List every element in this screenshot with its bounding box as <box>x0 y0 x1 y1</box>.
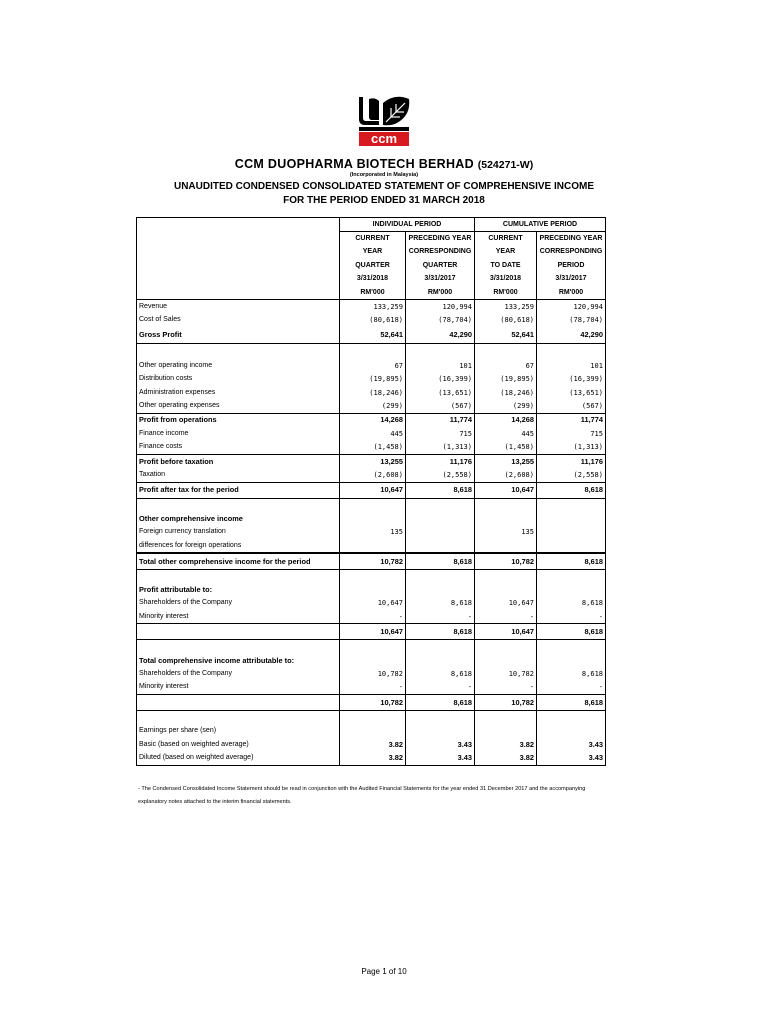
value-cell <box>475 498 537 512</box>
value-cell: 14,268 <box>340 413 406 427</box>
value-cell: - <box>406 610 475 624</box>
value-cell <box>537 711 606 725</box>
column-header-cell: CORRESPONDING <box>537 246 606 259</box>
incorporation-note: (Incorporated in Malaysia) <box>349 172 419 178</box>
income-statement-table <box>136 217 606 766</box>
column-header-cell: 3/31/2017 <box>537 273 606 286</box>
table-row <box>137 440 606 454</box>
value-cell: 10,782 <box>340 695 406 711</box>
row-label: Taxation <box>137 468 340 482</box>
value-cell: 101 <box>406 359 475 372</box>
value-cell: 3.43 <box>406 738 475 751</box>
header-blank-cell <box>137 273 340 286</box>
table-row <box>137 343 606 359</box>
table-row <box>137 373 606 386</box>
value-cell <box>340 725 406 738</box>
value-cell: 120,994 <box>406 300 475 314</box>
value-cell: 133,259 <box>340 300 406 314</box>
value-cell: 715 <box>406 427 475 440</box>
value-cell: 8,618 <box>537 667 606 680</box>
column-header-cell: PRECEDING YEAR <box>406 232 475 246</box>
row-label: Other comprehensive income <box>137 512 340 525</box>
value-cell: 445 <box>340 427 406 440</box>
table-row <box>137 751 606 765</box>
value-cell: 3.82 <box>340 751 406 765</box>
value-cell: - <box>406 681 475 695</box>
header-blank-cell <box>137 218 340 232</box>
value-cell: 8,618 <box>406 624 475 640</box>
value-cell: 10,782 <box>475 553 537 569</box>
value-cell: 3.82 <box>475 751 537 765</box>
page-number: Page 1 of 10 <box>361 967 407 976</box>
column-header-cell: YEAR <box>340 246 406 259</box>
column-header-cell: CORRESPONDING <box>406 246 475 259</box>
value-cell: 133,259 <box>475 300 537 314</box>
value-cell: 8,618 <box>406 695 475 711</box>
value-cell <box>475 539 537 553</box>
table-row <box>137 259 606 272</box>
value-cell: (18,246) <box>340 386 406 399</box>
value-cell: 10,647 <box>340 597 406 610</box>
column-header-cell: 3/31/2018 <box>475 273 537 286</box>
value-cell <box>340 640 406 654</box>
table-row <box>137 553 606 569</box>
value-cell <box>406 640 475 654</box>
table-row <box>137 386 606 399</box>
column-header-cell: TO DATE <box>475 259 537 272</box>
row-label: Shareholders of the Company <box>137 597 340 610</box>
value-cell: 10,647 <box>475 597 537 610</box>
row-label: Total comprehensive income attributable to: <box>137 654 340 667</box>
value-cell <box>537 725 606 738</box>
value-cell <box>340 343 406 359</box>
column-header-cell: CURRENT <box>340 232 406 246</box>
statement-title: UNAUDITED CONDENSED CONSOLIDATED STATEMENT OF COMPREHENSIVE INCOME <box>173 181 594 192</box>
value-cell: (18,246) <box>475 386 537 399</box>
value-cell <box>475 512 537 525</box>
value-cell <box>406 343 475 359</box>
table-row <box>137 286 606 300</box>
row-label <box>137 343 340 359</box>
header-blank-cell <box>137 232 340 246</box>
value-cell: (78,704) <box>406 314 475 327</box>
value-cell: (2,558) <box>537 468 606 482</box>
table-row <box>137 454 606 468</box>
table-row <box>137 273 606 286</box>
value-cell: (2,558) <box>406 468 475 482</box>
table-row <box>137 468 606 482</box>
value-cell: 10,647 <box>475 624 537 640</box>
row-label <box>137 640 340 654</box>
column-header-cell: YEAR <box>475 246 537 259</box>
row-label: Cost of Sales <box>137 314 340 327</box>
table-row <box>137 624 606 640</box>
value-cell: (1,458) <box>475 440 537 454</box>
header-blank-cell <box>137 259 340 272</box>
value-cell <box>475 569 537 583</box>
table-row <box>137 327 606 343</box>
value-cell <box>475 725 537 738</box>
value-cell: 10,647 <box>340 482 406 498</box>
table-row <box>137 399 606 413</box>
value-cell: (2,608) <box>475 468 537 482</box>
table-row <box>137 711 606 725</box>
table-row <box>137 482 606 498</box>
value-cell <box>475 583 537 596</box>
value-cell <box>340 539 406 553</box>
value-cell <box>537 526 606 539</box>
value-cell <box>537 569 606 583</box>
table-row <box>137 232 606 246</box>
column-header-cell: QUARTER <box>406 259 475 272</box>
column-header-cell: 3/31/2018 <box>340 273 406 286</box>
footnote: - The Condensed Consolidated Income Statement should be read in conjunction with the Audited Financial Statements for the year ended 31 December 2017 and the accompanying explanatory notes attached to the interim financial statements. <box>138 786 586 805</box>
value-cell: 14,268 <box>475 413 537 427</box>
value-cell: 52,641 <box>475 327 537 343</box>
value-cell: 11,774 <box>406 413 475 427</box>
value-cell <box>340 583 406 596</box>
row-label: Foreign currency translation <box>137 526 340 539</box>
value-cell <box>340 569 406 583</box>
value-cell: 11,176 <box>406 454 475 468</box>
value-cell: (80,618) <box>340 314 406 327</box>
row-label: Gross Profit <box>137 327 340 343</box>
value-cell: 8,618 <box>406 482 475 498</box>
value-cell: 13,255 <box>340 454 406 468</box>
table-row <box>137 359 606 372</box>
value-cell: 13,255 <box>475 454 537 468</box>
value-cell: (78,704) <box>537 314 606 327</box>
table-row <box>137 526 606 539</box>
row-label <box>137 624 340 640</box>
value-cell: 101 <box>537 359 606 372</box>
row-label: Profit from operations <box>137 413 340 427</box>
value-cell: 67 <box>340 359 406 372</box>
row-label: Diluted (based on weighted average) <box>137 751 340 765</box>
value-cell: - <box>537 681 606 695</box>
value-cell: (16,399) <box>537 373 606 386</box>
company-logo <box>357 95 413 147</box>
company-name-text: CCM DUOPHARMA BIOTECH BERHAD <box>234 157 474 171</box>
value-cell: - <box>475 610 537 624</box>
value-cell: 8,618 <box>537 553 606 569</box>
table-row <box>137 569 606 583</box>
table-row <box>137 218 606 232</box>
value-cell: 3.43 <box>406 751 475 765</box>
value-cell: 10,782 <box>340 553 406 569</box>
value-cell: 11,176 <box>537 454 606 468</box>
row-label: Other operating income <box>137 359 340 372</box>
value-cell: 10,782 <box>475 695 537 711</box>
row-label: Profit attributable to: <box>137 583 340 596</box>
value-cell <box>537 654 606 667</box>
row-label: Shareholders of the Company <box>137 667 340 680</box>
value-cell: 8,618 <box>406 553 475 569</box>
company-name <box>0 157 768 171</box>
row-label: Basic (based on weighted average) <box>137 738 340 751</box>
value-cell <box>475 711 537 725</box>
value-cell: (19,895) <box>340 373 406 386</box>
table-row <box>137 498 606 512</box>
header-blank-cell <box>137 246 340 259</box>
value-cell: 8,618 <box>537 597 606 610</box>
table-row <box>137 314 606 327</box>
value-cell <box>406 654 475 667</box>
value-cell: - <box>340 681 406 695</box>
row-label: Revenue <box>137 300 340 314</box>
column-header-cell: CURRENT <box>475 232 537 246</box>
row-label <box>137 711 340 725</box>
value-cell: 10,782 <box>340 667 406 680</box>
statement-period: FOR THE PERIOD ENDED 31 MARCH 2018 <box>283 195 485 206</box>
column-header-cell: RM'000 <box>537 286 606 300</box>
value-cell: (13,651) <box>406 386 475 399</box>
column-header-cell: PERIOD <box>537 259 606 272</box>
value-cell: 67 <box>475 359 537 372</box>
header-blank-cell <box>137 286 340 300</box>
value-cell <box>406 569 475 583</box>
row-label: Minority interest <box>137 681 340 695</box>
value-cell: 8,618 <box>537 624 606 640</box>
value-cell <box>537 343 606 359</box>
leaf-icon <box>359 97 409 126</box>
value-cell: 3.82 <box>340 738 406 751</box>
column-header-cell: RM'000 <box>340 286 406 300</box>
value-cell: - <box>475 681 537 695</box>
row-label: Distribution costs <box>137 373 340 386</box>
value-cell: 3.43 <box>537 751 606 765</box>
value-cell <box>340 654 406 667</box>
table-row <box>137 512 606 525</box>
table-row <box>137 300 606 314</box>
table-row <box>137 610 606 624</box>
row-label: Finance costs <box>137 440 340 454</box>
value-cell: 3.43 <box>537 738 606 751</box>
row-label <box>137 695 340 711</box>
value-cell: (299) <box>475 399 537 413</box>
value-cell: (567) <box>537 399 606 413</box>
table-row <box>137 654 606 667</box>
row-label <box>137 569 340 583</box>
value-cell: 715 <box>537 427 606 440</box>
value-cell: 52,641 <box>340 327 406 343</box>
logo-text: ccm <box>370 131 398 146</box>
value-cell <box>537 512 606 525</box>
table-row <box>137 695 606 711</box>
value-cell <box>537 539 606 553</box>
table-row <box>137 667 606 680</box>
table-row <box>137 427 606 440</box>
value-cell: 135 <box>340 526 406 539</box>
value-cell: (80,618) <box>475 314 537 327</box>
value-cell: 42,290 <box>406 327 475 343</box>
value-cell <box>537 583 606 596</box>
column-header-cell: RM'000 <box>406 286 475 300</box>
table-row <box>137 539 606 553</box>
value-cell: (13,651) <box>537 386 606 399</box>
row-label: Total other comprehensive income for the period <box>137 553 340 569</box>
value-cell <box>406 526 475 539</box>
column-header-cell: 3/31/2017 <box>406 273 475 286</box>
value-cell: (299) <box>340 399 406 413</box>
value-cell <box>475 654 537 667</box>
column-header-cell: PRECEDING YEAR <box>537 232 606 246</box>
value-cell: (567) <box>406 399 475 413</box>
value-cell: 8,618 <box>537 695 606 711</box>
row-label: Administration expenses <box>137 386 340 399</box>
table-row <box>137 725 606 738</box>
value-cell: - <box>340 610 406 624</box>
value-cell <box>475 343 537 359</box>
row-label: Profit after tax for the period <box>137 482 340 498</box>
value-cell: 42,290 <box>537 327 606 343</box>
value-cell <box>406 725 475 738</box>
value-cell <box>340 711 406 725</box>
group-header-cumulative: CUMULATIVE PERIOD <box>475 218 606 232</box>
value-cell: - <box>537 610 606 624</box>
table-row <box>137 583 606 596</box>
value-cell: 445 <box>475 427 537 440</box>
table-row <box>137 597 606 610</box>
value-cell: 8,618 <box>537 482 606 498</box>
row-label: Profit before taxation <box>137 454 340 468</box>
value-cell: (1,313) <box>537 440 606 454</box>
value-cell: (1,458) <box>340 440 406 454</box>
value-cell <box>475 640 537 654</box>
value-cell: 120,994 <box>537 300 606 314</box>
column-header-cell: QUARTER <box>340 259 406 272</box>
value-cell: (1,313) <box>406 440 475 454</box>
row-label <box>137 498 340 512</box>
table-row <box>137 681 606 695</box>
value-cell: 8,618 <box>406 667 475 680</box>
value-cell <box>406 539 475 553</box>
value-cell <box>537 498 606 512</box>
registration-number: (524271-W) <box>477 159 534 171</box>
value-cell <box>406 512 475 525</box>
table-row <box>137 413 606 427</box>
value-cell <box>340 512 406 525</box>
value-cell <box>537 640 606 654</box>
value-cell: 3.82 <box>475 738 537 751</box>
value-cell <box>406 583 475 596</box>
table-row <box>137 738 606 751</box>
value-cell: 135 <box>475 526 537 539</box>
row-label: differences for foreign operations <box>137 539 340 553</box>
table-row <box>137 640 606 654</box>
value-cell <box>340 498 406 512</box>
row-label: Minority interest <box>137 610 340 624</box>
value-cell <box>406 498 475 512</box>
value-cell: (19,895) <box>475 373 537 386</box>
value-cell: 11,774 <box>537 413 606 427</box>
column-header-cell: RM'000 <box>475 286 537 300</box>
value-cell: (2,608) <box>340 468 406 482</box>
row-label: Other operating expenses <box>137 399 340 413</box>
value-cell: 10,647 <box>475 482 537 498</box>
value-cell: 8,618 <box>406 597 475 610</box>
table-row <box>137 246 606 259</box>
value-cell: 10,782 <box>475 667 537 680</box>
row-label: Earnings per share (sen) <box>137 725 340 738</box>
value-cell <box>406 711 475 725</box>
value-cell: 10,647 <box>340 624 406 640</box>
value-cell: (16,399) <box>406 373 475 386</box>
row-label: Finance income <box>137 427 340 440</box>
group-header-individual: INDIVIDUAL PERIOD <box>340 218 475 232</box>
